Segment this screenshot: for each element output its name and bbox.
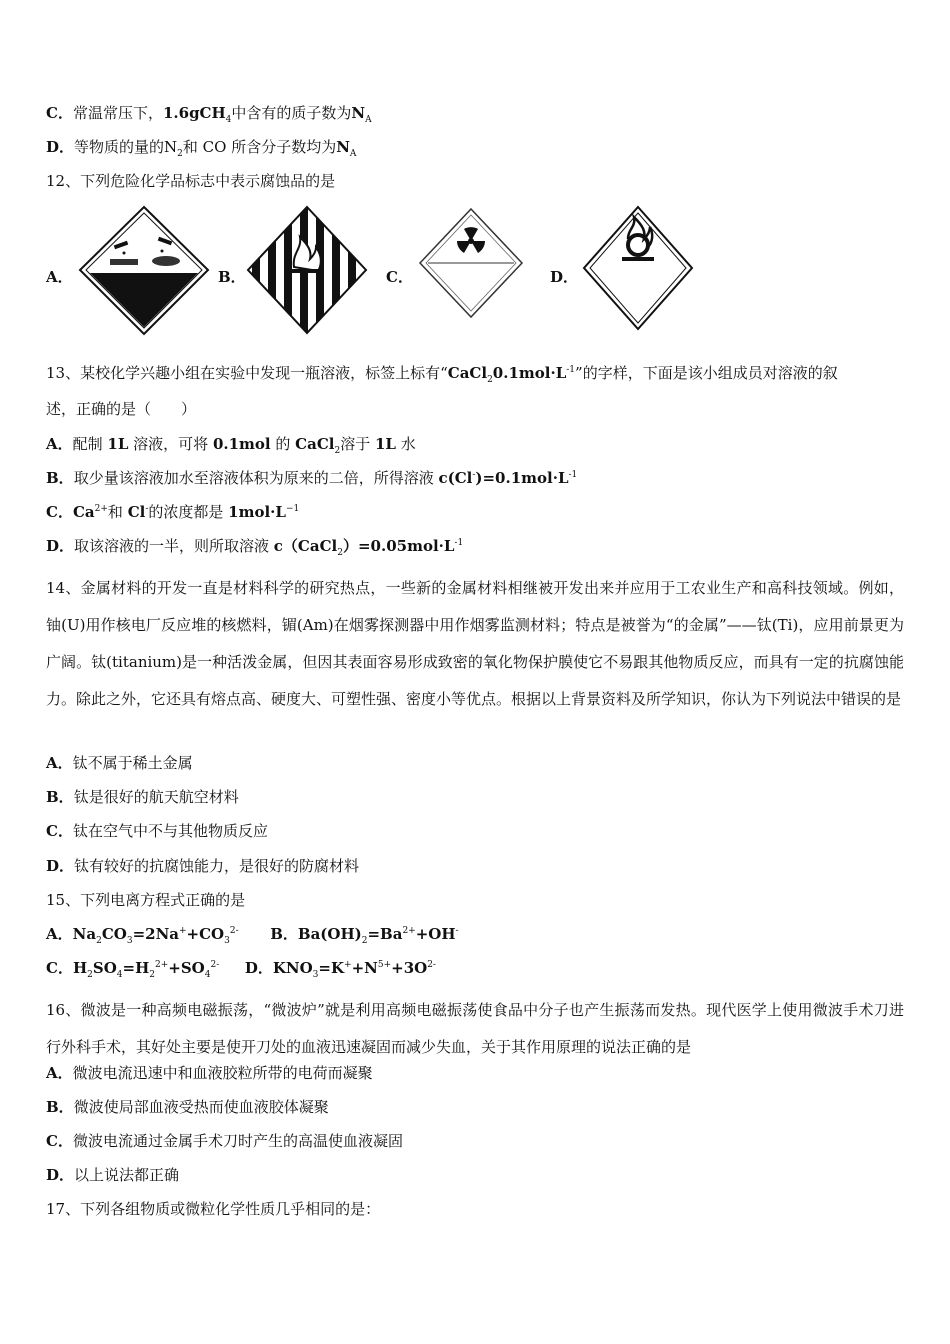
- oxidizer-icon: [578, 203, 698, 333]
- flammable-solid-icon: [242, 203, 372, 338]
- radioactive-icon: [416, 203, 526, 323]
- q14-option-a: A．钛不属于稀土金属: [46, 754, 193, 772]
- q13-option-b: B．取少量该溶液加水至溶液体积为原来的二倍，所得溶液 $c(Cl^-)=0.1mol\cdot L^{-1}$: [46, 469, 578, 487]
- q13-option-a: A．配制 1L 溶液，可将 0.1mol 的 CaCl$_2$溶于 1L 水: [46, 435, 416, 456]
- q16-stem: 16、微波是一种高频电磁振荡，“微波炉”就是利用高频电磁振荡使食品中分子也产生振荡而发热。现代医学上使用微波手术刀进行外科手术，其好处主要是使开刀处的血液迅速凝固而减少失血，关于其作用原理的说法正确的是: [46, 1001, 904, 1056]
- q14-option-b: B．钛是很好的航天航空材料: [46, 788, 239, 806]
- q12-option-b-label: B．: [218, 268, 246, 286]
- q16-option-b: B．微波使局部血液受热而使血液胶体凝聚: [46, 1098, 329, 1116]
- q14-stem: 14、金属材料的开发一直是材料科学的研究热点，一些新的金属材料相继被开发出来并应用于工农业生产和高科技领域。例如，铀(U)用作核电厂反应堆的核燃料，镅(Am)在烟雾探测器中用作烟雾监测材料；特点是被誉为“的金属”——钛(Ti)，应用前景更为广阔。钛(titanium)是一种活泼金属，但因其表面容易形成致密的氧化物保护膜使它不易跟其他物质反应，而具有一定的抗腐蚀能力。除此之外，它还具有熔点高、硬度大、可塑性强、密度小等优点。根据以上背景资料及所学知识，你认为下列说法中错误的是: [46, 579, 904, 708]
- q13-stem-line-1: 13、某校化学兴趣小组在实验中发现一瓶溶液，标签上标有“$CaCl_20.1mol\cdot L^{-1}$”的字样，下面是该小组成员对溶液的叙: [46, 364, 838, 385]
- q15-options-cd: C．$H_2SO_4=H_2^{2+}+SO_4^{2-}$ D．$KNO_3=K^++N^{5+}+3O^{2-}$: [46, 959, 436, 980]
- q12-option-a-label: A．: [46, 268, 73, 286]
- q13-option-c: C．$Ca^{2+}$和 Cl-的浓度都是 $1mol\cdot L^{-1}$: [46, 503, 300, 521]
- q15-options-ab: A．$Na_2CO_3=2Na^++CO_3^{2-}$ B．$Ba(OH)_2=Ba^{2+}+OH^-$: [46, 925, 459, 946]
- q12-stem: 12、下列危险化学品标志中表示腐蚀品的是: [46, 172, 336, 190]
- q13-stem-line-2: 述，正确的是（ ）: [46, 400, 197, 418]
- q16-option-d: D．以上说法都正确: [46, 1166, 180, 1184]
- q12-option-d-label: D．: [550, 268, 579, 286]
- q17-stem: 17、下列各组物质或微粒化学性质几乎相同的是：: [46, 1200, 381, 1218]
- q12-option-c-label: C．: [386, 268, 413, 286]
- q15-stem: 15、下列电离方程式正确的是: [46, 891, 246, 909]
- q13-option-d: D．取该溶液的一半，则所取溶液 $c(CaCl_2)=0.05mol\cdot L^{-1}$: [46, 537, 464, 558]
- corrosive-icon: [74, 203, 214, 338]
- q11-option-c: C．常温常压下，1.6gCH$_4$中含有的质子数为$N_A$: [46, 104, 372, 125]
- q16-option-c: C．微波电流通过金属手术刀时产生的高温使血液凝固: [46, 1132, 403, 1150]
- q12-hazard-symbols: [46, 203, 746, 338]
- q11-option-d: D．等物质的量的$N_2$和 CO 所含分子数均为$N_A$: [46, 138, 357, 159]
- q14-option-c: C．钛在空气中不与其他物质反应: [46, 822, 268, 840]
- q14-option-d: D．钛有较好的抗腐蚀能力，是很好的防腐材料: [46, 857, 360, 875]
- q16-option-a: A．微波电流迅速中和血液胶粒所带的电荷而凝聚: [46, 1064, 373, 1082]
